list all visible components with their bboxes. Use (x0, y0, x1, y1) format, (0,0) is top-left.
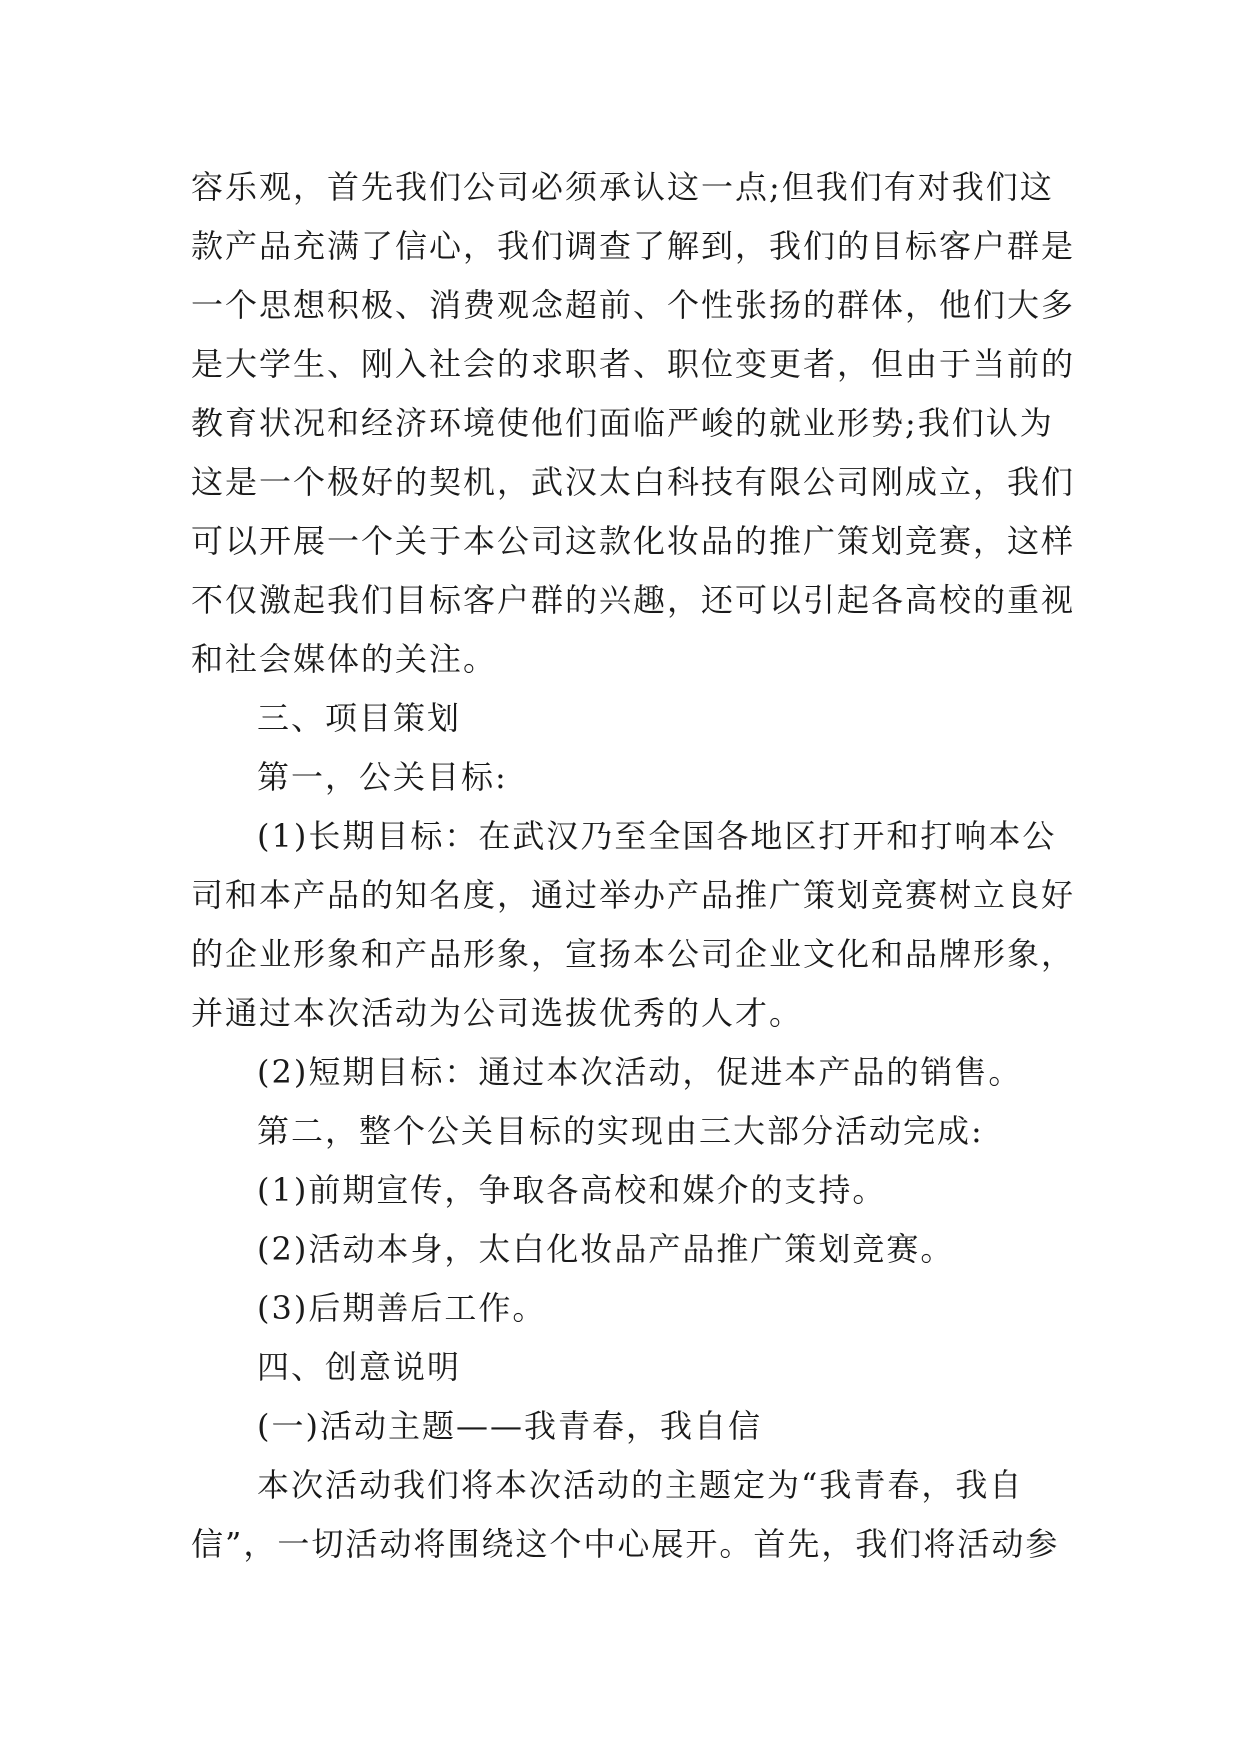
text-line: 是大学生、刚入社会的求职者、职位变更者，但由于当前的 (191, 345, 1076, 383)
text-line: 第二，整个公关目标的实现由三大部分活动完成: (257, 1112, 984, 1150)
text-line: (3)后期善后工作。 (257, 1289, 547, 1327)
text-line: 这是一个极好的契机，武汉太白科技有限公司刚成立，我们 (191, 463, 1076, 501)
text-line: 并通过本次活动为公司选拔优秀的人才。 (191, 994, 804, 1032)
text-line: 款产品充满了信心，我们调查了解到，我们的目标客户群是 (191, 227, 1076, 265)
text-line: 教育状况和经济环境使他们面临严峻的就业形势;我们认为 (191, 404, 1054, 442)
text-line: (2)短期目标：通过本次活动，促进本产品的销售。 (257, 1053, 1023, 1091)
text-line: 的企业形象和产品形象，宣扬本公司企业文化和品牌形象， (191, 935, 1076, 973)
text-line: 容乐观，首先我们公司必须承认这一点;但我们有对我们这 (191, 168, 1054, 206)
text-line: 本次活动我们将本次活动的主题定为“我青春，我自 (257, 1466, 1024, 1504)
text-line: 第一，公关目标: (257, 758, 508, 796)
text-line: (1)长期目标：在武汉乃至全国各地区打开和打响本公 (257, 817, 1057, 855)
text-line: (1)前期宣传，争取各高校和媒介的支持。 (257, 1171, 887, 1209)
text-line: 可以开展一个关于本公司这款化妆品的推广策划竞赛，这样 (191, 522, 1076, 560)
text-line: 不仅激起我们目标客户群的兴趣，还可以引起各高校的重视 (191, 581, 1076, 619)
text-line: 信”，一切活动将围绕这个中心展开。首先，我们将活动参 (191, 1525, 1060, 1563)
text-line: 司和本产品的知名度，通过举办产品推广策划竞赛树立良好 (191, 876, 1076, 914)
document-body (191, 158, 1076, 1574)
text-line: (2)活动本身，太白化妆品产品推广策划竞赛。 (257, 1230, 955, 1268)
text-line: 和社会媒体的关注。 (191, 640, 498, 678)
text-line: 一个思想积极、消费观念超前、个性张扬的群体，他们大多 (191, 286, 1076, 324)
text-line: 三、项目策划 (257, 699, 462, 737)
text-line: (一)活动主题——我青春，我自信 (257, 1407, 762, 1445)
text-line: 四、创意说明 (257, 1348, 462, 1386)
